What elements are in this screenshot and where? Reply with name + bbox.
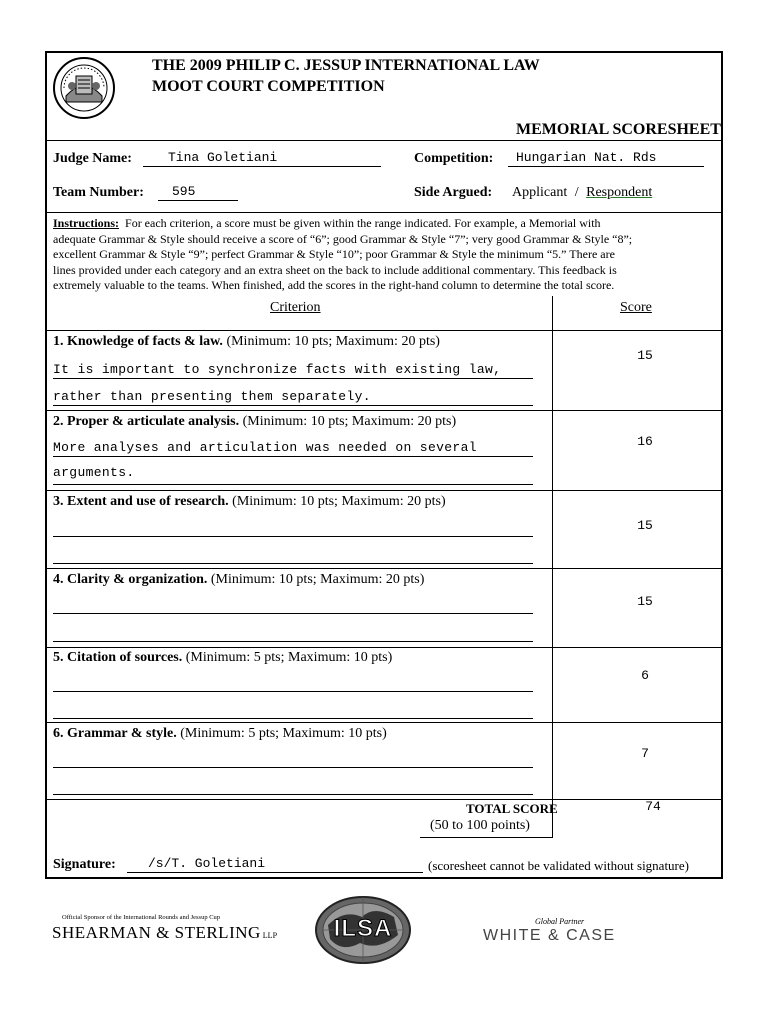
competition-field[interactable]: Hungarian Nat. Rds — [516, 150, 657, 165]
criterion-4-title: 4. Clarity & organization. — [53, 572, 208, 587]
criterion-row-5 — [53, 650, 392, 666]
criterion-2-line1 — [53, 456, 533, 457]
criterion-2-score[interactable]: 16 — [637, 434, 653, 449]
criterion-3-line2 — [53, 563, 533, 564]
criterion-2-line2 — [53, 484, 533, 485]
white-case-logo — [483, 917, 653, 945]
criterion-1-score[interactable]: 15 — [637, 348, 653, 363]
criterion-4-line1 — [53, 613, 533, 614]
ilsa-wordmark: ILSA — [333, 915, 393, 942]
instructions-line-5: extremely valuable to the teams. When finished, add the scores in the right-hand column to determine the total score. — [53, 278, 615, 292]
sponsor-wordmark — [52, 923, 292, 943]
signature-note: (scoresheet cannot be validated without signature) — [428, 858, 689, 873]
fields-divider — [46, 212, 722, 213]
criterion-row-6 — [53, 726, 387, 742]
row-5-divider — [46, 722, 722, 723]
criterion-6-score[interactable]: 7 — [641, 746, 649, 761]
competition-underline — [508, 166, 704, 167]
criterion-3-score[interactable]: 15 — [637, 518, 653, 533]
criterion-row-1 — [53, 334, 440, 350]
total-score-value[interactable]: 74 — [645, 799, 661, 814]
partner-name: WHITE & CASE — [483, 927, 616, 944]
side-applicant-option[interactable]: Applicant — [512, 185, 568, 200]
team-number-label: Team Number: — [53, 185, 144, 200]
row-1-divider — [46, 410, 722, 411]
competition-title-line1: THE 2009 PHILIP C. JESSUP INTERNATIONAL LAW — [152, 57, 540, 74]
criterion-1-title: 1. Knowledge of facts & law. — [53, 334, 223, 349]
criterion-1-comment-line1[interactable]: It is important to synchronize facts with existing law, — [53, 362, 502, 377]
criterion-5-line2 — [53, 718, 533, 719]
judge-name-field[interactable]: Tina Goletiani — [168, 150, 278, 165]
judge-name-label: Judge Name: — [53, 151, 132, 166]
team-number-field[interactable]: 595 — [172, 184, 196, 199]
side-argued-label: Side Argued: — [414, 185, 493, 200]
criterion-1-range: (Minimum: 10 pts; Maximum: 20 pts) — [226, 334, 440, 349]
criterion-4-score[interactable]: 15 — [637, 594, 653, 609]
competition-label: Competition: — [414, 151, 494, 166]
row-3-divider — [46, 568, 722, 569]
criterion-3-title: 3. Extent and use of research. — [53, 494, 229, 509]
criterion-1-line2 — [53, 405, 533, 406]
criterion-2-title: 2. Proper & articulate analysis. — [53, 414, 240, 429]
criterion-1-comment-line2[interactable]: rather than presenting them separately. — [53, 389, 371, 404]
criterion-3-line1 — [53, 536, 533, 537]
judge-name-underline — [143, 166, 381, 167]
ilsa-globe-icon — [314, 895, 412, 965]
instructions-block — [53, 216, 721, 294]
instructions-line-4: lines provided under each category and an extra sheet on the back to include additional commentary. This feedback is — [53, 262, 617, 277]
sponsor-suffix: LLP — [262, 931, 278, 940]
signature-field[interactable]: /s/T. Goletiani — [148, 856, 266, 871]
instructions-heading: Instructions: — [53, 216, 120, 230]
signature-underline — [127, 872, 423, 873]
team-number-underline — [158, 200, 238, 201]
table-header-divider — [46, 330, 722, 331]
total-score-box-left — [552, 799, 553, 837]
criterion-5-title: 5. Citation of sources. — [53, 650, 183, 665]
criterion-2-comment-line2[interactable]: arguments. — [53, 465, 135, 480]
criterion-column-header: Criterion — [270, 300, 321, 315]
criterion-4-range: (Minimum: 10 pts; Maximum: 20 pts) — [210, 572, 425, 587]
criterion-6-line1 — [53, 767, 533, 768]
criterion-5-score[interactable]: 6 — [641, 668, 649, 683]
criterion-2-comment-line1[interactable]: More analyses and articulation was needed on several — [53, 440, 477, 455]
court-seal-icon — [52, 56, 116, 120]
header-divider — [46, 140, 722, 141]
criterion-2-range: (Minimum: 10 pts; Maximum: 20 pts) — [242, 414, 457, 429]
side-argued-options — [512, 185, 652, 201]
instructions-line-2: adequate Grammar & Style should receive a score of “6”; good Grammar & Style “7”; very good Grammar & Style “8”; — [53, 231, 633, 246]
criterion-row-2 — [53, 414, 456, 430]
score-column-divider — [552, 296, 553, 799]
row-2-divider — [46, 490, 722, 491]
criterion-4-line2 — [53, 641, 533, 642]
criterion-3-range: (Minimum: 10 pts; Maximum: 20 pts) — [232, 494, 446, 509]
instructions-text-1: For each criterion, a score must be given within the range indicated. For example, a Memorial with — [125, 216, 601, 230]
sponsor-name: SHEARMAN & STERLING — [52, 923, 261, 942]
competition-title-line2: MOOT COURT COMPETITION — [152, 78, 385, 95]
criterion-5-line1 — [53, 691, 533, 692]
total-score-box-bottom — [420, 837, 553, 838]
criterion-6-title: 6. Grammar & style. — [53, 726, 177, 741]
row-4-divider — [46, 647, 722, 648]
signature-label: Signature: — [53, 857, 116, 872]
criterion-6-line2 — [53, 794, 533, 795]
score-column-header: Score — [620, 300, 652, 315]
criterion-1-line1 — [53, 378, 533, 379]
criterion-5-range: (Minimum: 5 pts; Maximum: 10 pts) — [185, 650, 393, 665]
sponsor-caption: Official Sponsor of the International Rounds and Jessup Cup — [62, 914, 221, 921]
shearman-sterling-logo — [52, 914, 292, 943]
partner-caption: Global Partner — [535, 917, 585, 926]
instructions-line-3: excellent Grammar & Style “9”; perfect Grammar & Style “10”; poor Grammar & Style the minimum “5.” There are — [53, 247, 615, 261]
instructions-line-1 — [53, 216, 721, 232]
criterion-row-4 — [53, 572, 424, 588]
criterion-row-3 — [53, 494, 446, 510]
criterion-6-range: (Minimum: 5 pts; Maximum: 10 pts) — [180, 726, 387, 741]
side-separator: / — [574, 185, 579, 200]
total-score-label: TOTAL SCORE — [466, 801, 558, 816]
total-score-range: (50 to 100 points) — [430, 818, 530, 833]
sheet-title: MEMORIAL SCORESHEET — [516, 121, 721, 138]
side-respondent-option[interactable]: Respondent — [586, 185, 653, 200]
